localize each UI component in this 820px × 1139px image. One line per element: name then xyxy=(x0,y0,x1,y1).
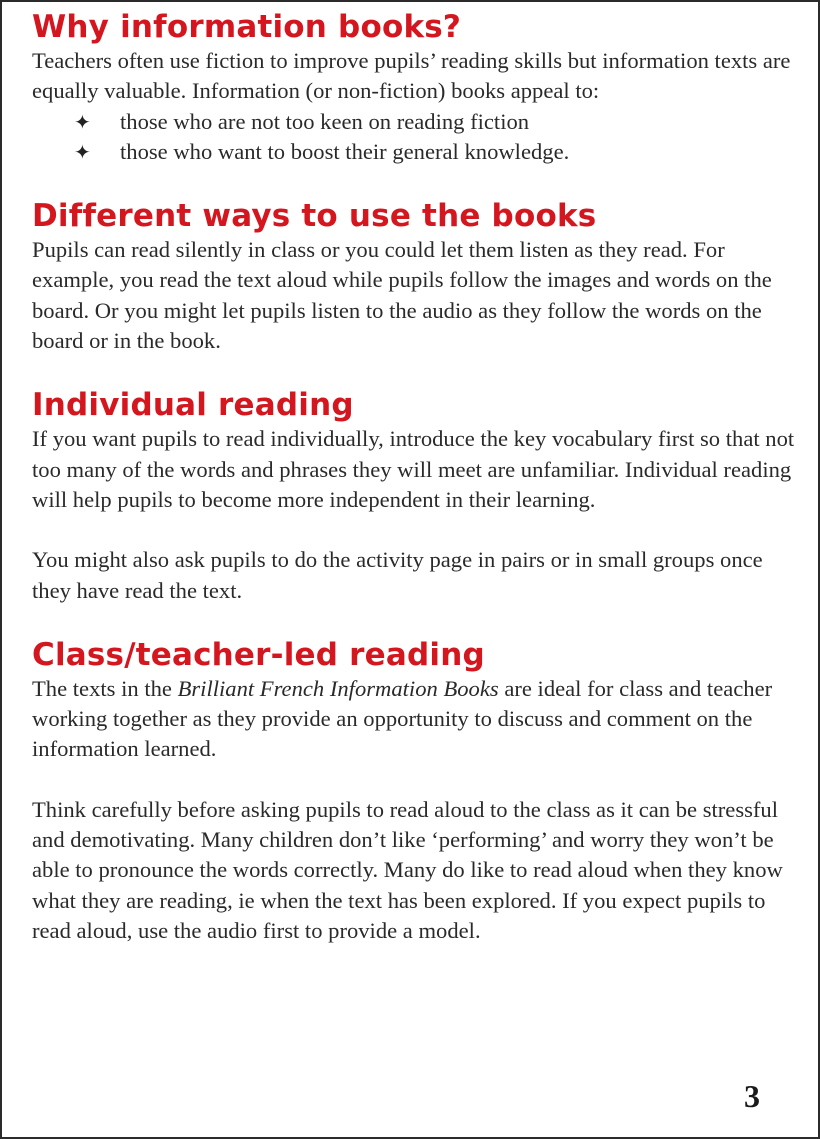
intro-text: are ideal for class and teacher working together as they provide an opportunity to discuss and comment on the information learned. xyxy=(32,675,773,762)
four-point-star-icon: ✦ xyxy=(74,109,91,134)
section-paragraph xyxy=(32,674,802,765)
section-spacer xyxy=(32,167,802,197)
section-individual-reading xyxy=(32,386,802,605)
book-series-title: Brilliant French Information Books xyxy=(177,675,499,701)
bullet-text: those who want to boost their general knowledge. xyxy=(120,138,570,164)
section-heading: Class/teacher-led reading xyxy=(32,636,485,673)
page-number: 3 xyxy=(744,1078,760,1114)
section-heading: Individual reading xyxy=(32,387,354,424)
bullet-item xyxy=(32,137,802,167)
section-different-ways xyxy=(32,197,802,356)
section-paragraph: Pupils can read silently in class or you could let them listen as they read. For example, you read the text aloud while pupils follow the images and words on the board. Or you might let pupils listen to the audio as they follow the words on the board or in the book. xyxy=(32,237,772,354)
page-content xyxy=(32,8,802,946)
section-heading: Why information books? xyxy=(32,9,462,45)
bullet-list xyxy=(32,107,802,168)
section-heading: Different ways to use the books xyxy=(32,198,597,235)
intro-text: The texts in the xyxy=(32,675,178,701)
paragraph-spacer xyxy=(32,515,802,545)
section-paragraph: Think carefully before asking pupils to read aloud to the class as it can be stressful and demotivating. Many children don’t like ‘performing’ and worry they won’t be able to pronounce the words correctly. Many do like to read aloud when they know what they are reading, ie when the text has been explored. If you expect pupils to read aloud, use the audio first to provide a model. xyxy=(32,796,783,943)
section-spacer xyxy=(32,606,802,636)
bullet-item xyxy=(32,107,802,137)
section-class-teacher-led-reading xyxy=(32,636,802,946)
section-why-information-books xyxy=(32,8,802,167)
four-point-star-icon: ✦ xyxy=(74,139,91,164)
section-paragraph: Teachers often use fiction to improve pupils’ reading skills but information texts are equally valuable. Information (or non-fiction) books appeal to: xyxy=(32,48,791,104)
section-paragraph: If you want pupils to read individually, introduce the key vocabulary first so that not too many of the words and phrases they will meet are unfamiliar. Individual reading will help pupils to become more independent in their learning. xyxy=(32,426,795,512)
section-spacer xyxy=(32,356,802,386)
section-paragraph: You might also ask pupils to do the activity page in pairs or in small groups once they have read the text. xyxy=(32,547,763,603)
paragraph-spacer xyxy=(32,765,802,795)
bullet-text: those who are not too keen on reading fiction xyxy=(120,108,530,134)
